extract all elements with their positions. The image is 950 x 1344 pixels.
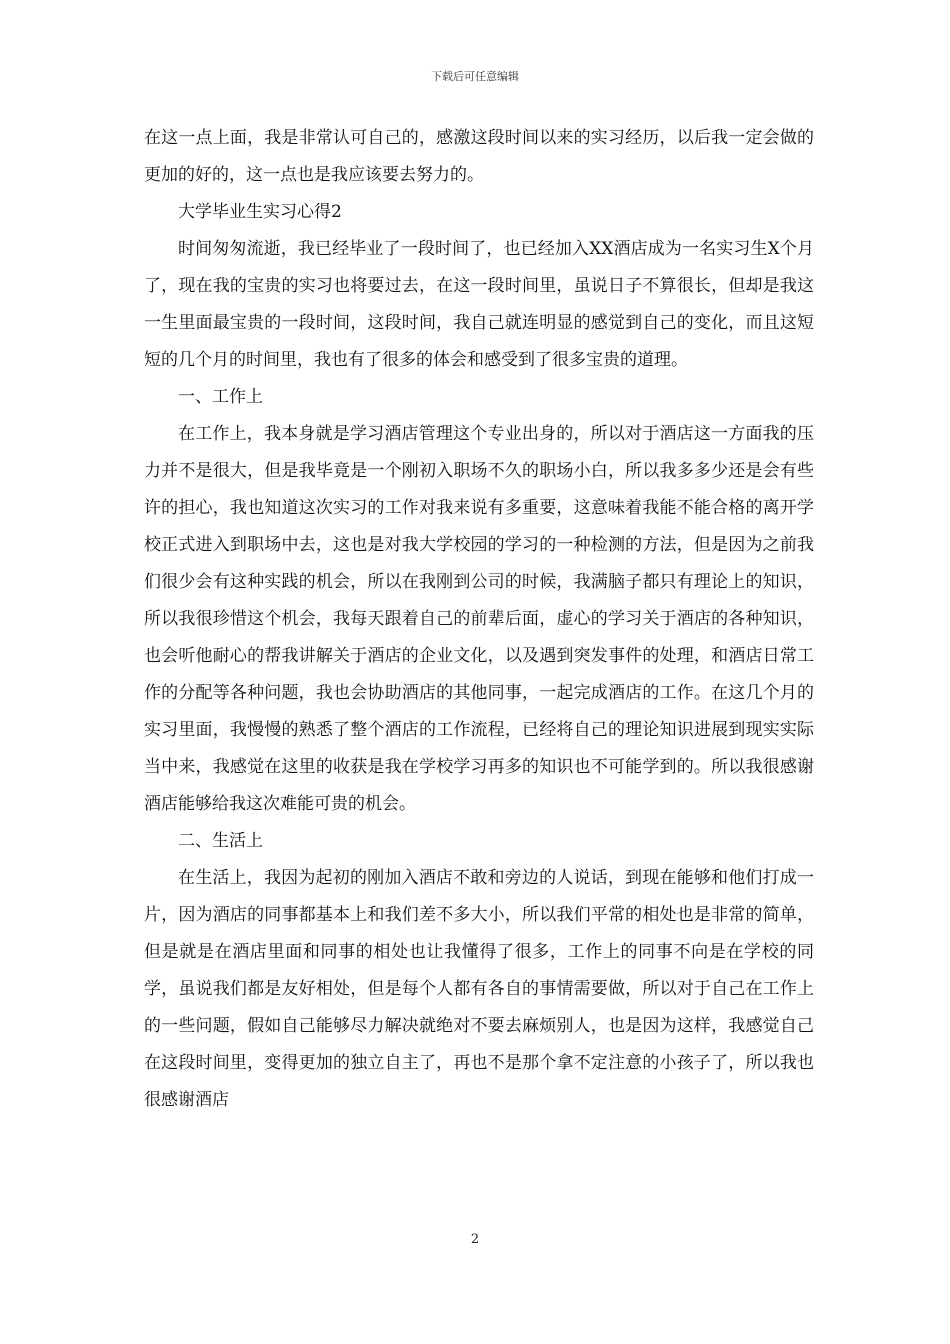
paragraph-work: 在工作上，我本身就是学习酒店管理这个专业出身的，所以对于酒店这一方面我的压力并不是很大，但是我毕竟是一个刚初入职场不久的职场小白，所以我多多少还是会有些许的担心，我也知道这次实习的工作对我来说有多重要，这意味着我能不能合格的离开学校正式进入到职场中去，这也是对我大学校园的学习的一种检测的方法，但是因为之前我们很少会有这种实践的机会，所以在我刚到公司的时候，我满脑子都只有理论上的知识，所以我很珍惜这个机会，我每天跟着自己的前辈后面，虚心的学习关于酒店的各种知识，也会听他耐心的帮我讲解关于酒店的企业文化，以及遇到突发事件的处理，和酒店日常工作的分配等各种问题，我也会协助酒店的其他同事，一起完成酒店的工作。在这几个月的实习里面，我慢慢的熟悉了整个酒店的工作流程，已经将自己的理论知识进展到现实实际当中来，我感觉在这里的收获是我在学校学习再多的知识也不可能学到的。所以我很感谢酒店能够给我这次难能可贵的机会。 bbox=[144, 424, 814, 814]
paragraph-life: 在生活上，我因为起初的刚加入酒店不敢和旁边的人说话，到现在能够和他们打成一片，因为酒店的同事都基本上和我们差不多大小，所以我们平常的相处也是非常的简单，但是就是在酒店里面和同事的相处也让我懂得了很多，工作上的同事不向是在学校的同学，虽说我们都是友好相处，但是每个人都有各自的事情需要做，所以对于自己在工作上的一些问题，假如自己能够尽力解决就绝对不要去麻烦别人，也是因为这样，我感觉自己在这段时间里，变得更加的独立自主了，再也不是那个拿不定注意的小孩子了，所以我也很感谢酒店 bbox=[144, 868, 814, 1110]
paragraph-continuation: 在这一点上面，我是非常认可自己的，感激这段时间以来的实习经历，以后我一定会做的更加的好的，这一点也是我应该要去努力的。 bbox=[144, 128, 814, 185]
page-number: 2 bbox=[470, 1232, 480, 1247]
paragraph-intro: 时间匆匆流逝，我已经毕业了一段时间了，也已经加入XX酒店成为一名实习生X个月了，现在我的宝贵的实习也将要过去，在这一段时间里，虽说日子不算很长，但却是我这一生里面最宝贵的一段时间，这段时间，我自己就连明显的感觉到自己的变化，而且这短短的几个月的时间里，我也有了很多的体会和感受到了很多宝贵的道理。 bbox=[144, 239, 814, 370]
section-heading-life: 二、生活上 bbox=[178, 831, 263, 851]
section-heading-work: 一、工作上 bbox=[178, 387, 263, 407]
document-body bbox=[144, 120, 814, 1119]
section-title: 大学毕业生实习心得2 bbox=[178, 202, 342, 222]
page-header-note: 下载后可任意编辑 bbox=[431, 70, 519, 83]
